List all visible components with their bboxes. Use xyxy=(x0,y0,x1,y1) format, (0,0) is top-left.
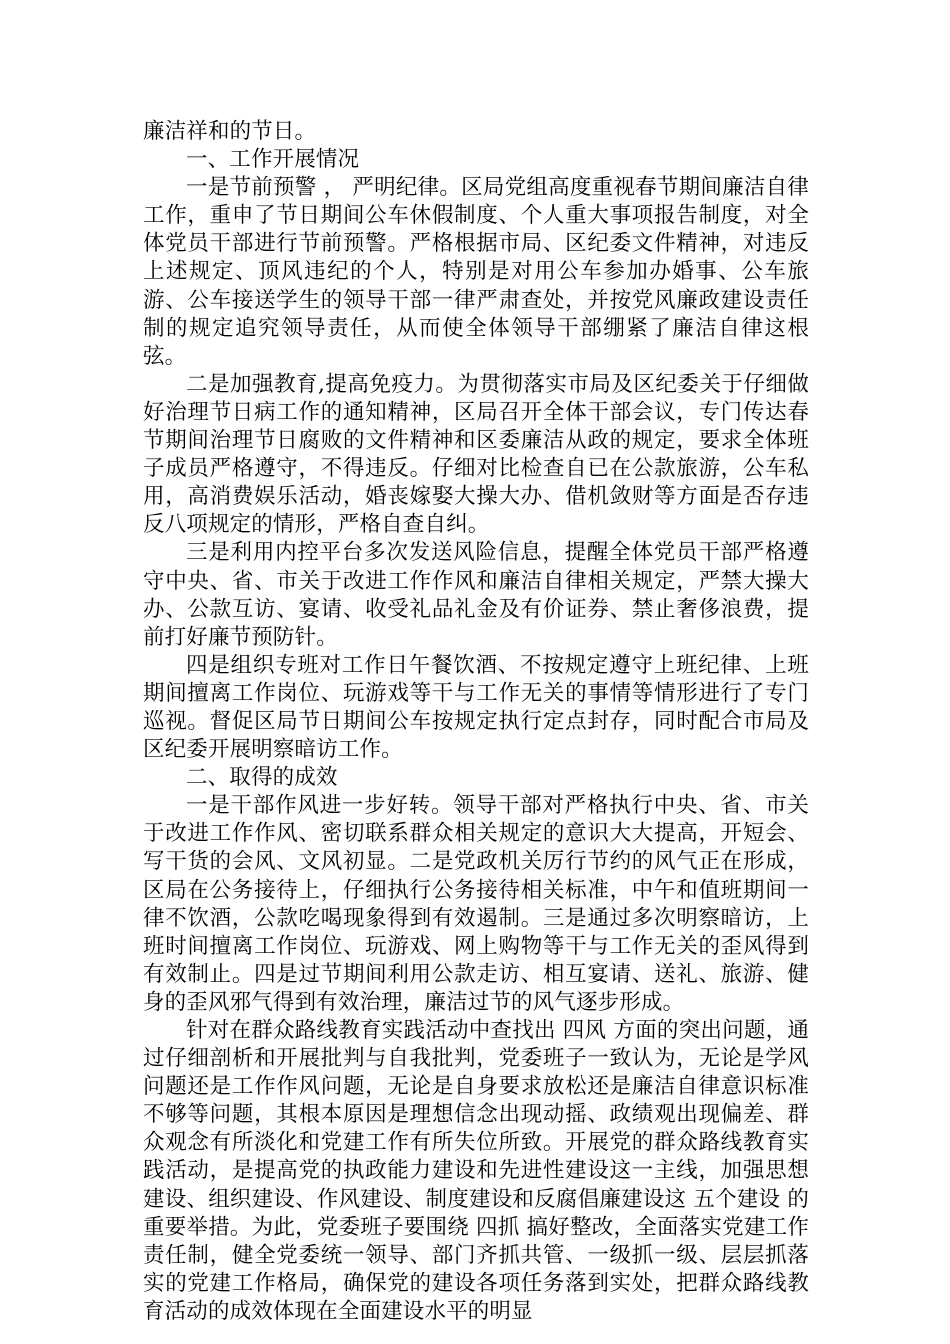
paragraph-item-1: 一是节前预警 ， 严明纪律。区局党组高度重视春节期间廉洁自律工作，重申了节日期间公车休假制度、个人重大事项报告制度，对全体党员干部进行节前预警。严格根据市局、区纪委文件精神，对违反上述规定、顶风违纪的个人，特别是对用公车参加办婚事、公车旅游、公车接送学生的领导干部一律严肃查处，并按党风廉政建设责任制的规定追究领导责任，从而使全体领导干部绷紧了廉洁自律这根弦。 xyxy=(143,175,809,369)
paragraph-item-2: 二是加强教育,提高免疫力。为贯彻落实市局及区纪委关于仔细做好治理节日病工作的通知精神，区局召开全体干部会议，专门传达春节期间治理节日腐败的文件精神和区委廉洁从政的规定，要求全体班子成员严格遵守，不得违反。仔细对比检查自已在公款旅游，公车私用，高消费娱乐活动，婚丧嫁娶大操大办、借机敛财等方面是否存违反八项规定的情形，严格自查自纠。 xyxy=(143,371,809,538)
paragraph-results: 一是干部作风进一步好转。领导干部对严格执行中央、省、市关于改进工作作风、密切联系群众相关规定的意识大大提高，开短会、写干货的会风、文风初显。二是党政机关厉行节约的风气正在形成，区局在公务接待上，仔细执行公务接待相关标准，中午和值班期间一律不饮酒，公款吃喝现象得到有效遏制。三是通过多次明察暗访，上班时间擅离工作岗位、玩游戏、网上购物等干与工作无关的歪风得到有效制止。四是过节期间利用公款走访、相互宴请、送礼、旅游、健身的歪风邪气得到有效治理，廉洁过节的风气逐步形成。 xyxy=(143,793,809,1015)
paragraph-item-3: 三是利用内控平台多次发送风险信息，提醒全体党员干部严格遵守中央、省、市关于改进工作作风和廉洁自律相关规定，严禁大操大办、公款互访、宴请、收受礼品礼金及有价证券、禁止奢侈浪费，提前打好廉节预防针。 xyxy=(143,540,809,650)
section-heading-results: 二、取得的成效 xyxy=(186,765,338,791)
document-body xyxy=(143,118,809,1326)
paragraph-analysis: 针对在群众路线教育实践活动中查找出 四风 方面的突出问题，通过仔细剖析和开展批判与自我批判，党委班子一致认为，无论是学风问题还是工作作风问题，无论是自身要求放松还是廉洁自律意识标准不够等问题，其根本原因是理想信念出现动摇、政绩观出现偏差、群众观念有所淡化和党建工作有所失位所致。开展党的群众路线教育实践活动，是提高党的执政能力建设和先进性建设这一主线，加强思想建设、组织建设、作风建设、制度建设和反腐倡廉建设这 五个建设 的重要举措。为此，党委班子要围绕 四抓 搞好整改，全面落实党建工作责任制，健全党委统一领导、部门齐抓共管、一级抓一级、层层抓落实的党建工作格局，确保党的建设各项任务落到实处，把群众路线教育活动的成效体现在全面建设水平的明显 xyxy=(143,1018,809,1324)
section-heading-work-progress: 一、工作开展情况 xyxy=(186,147,360,173)
paragraph-closing-line: 廉洁祥和的节日。 xyxy=(143,119,317,144)
paragraph-item-4: 四是组织专班对工作日午餐饮酒、不按规定遵守上班纪律、上班期间擅离工作岗位、玩游戏等干与工作无关的事情等情形进行了专门巡视。督促区局节日期间公车按规定执行定点封存，同时配合市局及区纪委开展明察暗访工作。 xyxy=(143,652,809,763)
